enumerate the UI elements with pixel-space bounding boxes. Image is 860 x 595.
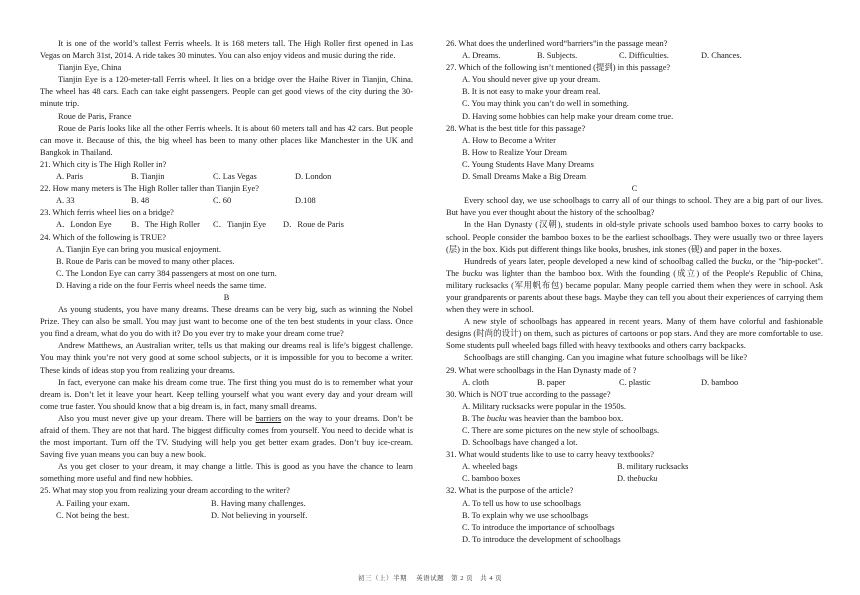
question-25: 25. What may stop you from realizing your dream according to the writer? bbox=[40, 486, 290, 496]
option: A. You should never give up your dream. bbox=[462, 75, 601, 85]
right-column bbox=[446, 38, 823, 546]
option: C. You may think you can’t do well in something. bbox=[462, 99, 629, 109]
italic-word: bucku bbox=[731, 256, 752, 266]
option: B. Subjects. bbox=[537, 51, 578, 61]
text: Hundreds of years later, people developed a new kind of schoolbag called the bbox=[464, 256, 732, 266]
question-31: 31. What would students like to use to carry heavy textbooks? bbox=[446, 450, 655, 460]
italic-word: bucku bbox=[486, 413, 507, 423]
text: on the way to your dreams. Don’t be afraid of them. They are not that hard. The biggest difficulty comes from yourself. You need to decide what is the most important. Turn off the TV. Studying will help you get better exam grades. Don’t buy ice-cream. Saving five yuan means you can buy a new book. bbox=[40, 413, 413, 460]
options-31b bbox=[446, 473, 823, 485]
question-32: 32. What is the purpose of the article? bbox=[446, 486, 574, 496]
option: D. Having some hobbies can help make your dream come true. bbox=[462, 111, 674, 121]
option: B. Having many challenges. bbox=[211, 498, 306, 508]
options-22 bbox=[40, 195, 413, 207]
option: C. Not being the best. bbox=[56, 510, 130, 520]
option: D. Not believing in yourself. bbox=[211, 510, 308, 520]
option: D. bamboo bbox=[701, 377, 739, 387]
option: A. Failing your exam. bbox=[56, 498, 130, 508]
option: C. bamboo boxes bbox=[462, 474, 521, 484]
paragraph: A new style of schoolbags has appeared in recent years. Many of them have colorful and fashionable designs (时尚的设计) on them, such as pictures of cartoons or pop stars. And they are more comfortable to use. Some students pull wheeled bags filled with heavy textbooks and others carry backpacks. bbox=[446, 317, 823, 351]
option: A. To tell us how to use schoolbags bbox=[462, 498, 581, 508]
italic-word: bucku bbox=[462, 268, 483, 278]
paragraph: Andrew Matthews, an Australian writer, tells us that making our dreams real is life’s biggest challenge. You may think you’re not very good at some school subjects, or it is impossible for you to become a writer. These kinds of ideas stop you from realizing your dreams. bbox=[40, 341, 413, 375]
question-22: 22. How many meters is The High Roller taller than Tianjin Eye? bbox=[40, 184, 259, 194]
option: D. London bbox=[295, 172, 332, 182]
left-column bbox=[40, 38, 413, 522]
option bbox=[446, 413, 823, 425]
option: B. paper bbox=[537, 377, 566, 387]
page-footer: 初三（上）半期 英语试题 第 2 页 共 4 页 bbox=[357, 575, 503, 582]
option: C. Las Vegas bbox=[213, 172, 257, 182]
options-29 bbox=[446, 377, 823, 389]
text: , or the "hip-pocket". The bbox=[446, 256, 823, 278]
option: C．Tianjin Eye bbox=[213, 220, 266, 230]
option: B. To explain why we use schoolbags bbox=[462, 510, 589, 520]
option: C. Young Students Have Many Dreams bbox=[462, 159, 594, 169]
option: D. Small Dreams Make a Big Dream bbox=[462, 172, 586, 182]
text: D. the bbox=[617, 474, 638, 484]
option: B. It is not easy to make your dream real. bbox=[462, 87, 601, 97]
option: A. Tianjin Eye can bring you musical enjoyment. bbox=[56, 244, 221, 254]
paragraph: In the Han Dynasty (汉朝), students in old-style private schools used bamboo boxes to carry books to school. People consider the bamboo boxes to be the earliest schoolbags. They were usually two or three layers (层) in the box. Kids put different things like books, brushes, ink stones (砚) and paper in the boxes. bbox=[446, 220, 823, 254]
option: A. Dreams. bbox=[462, 51, 501, 61]
options-26 bbox=[446, 50, 823, 62]
options-31a bbox=[446, 461, 823, 473]
paragraph: Schoolbags are still changing. Can you imagine what future schoolbags will be like? bbox=[464, 353, 748, 363]
paragraph: As you get closer to your dream, it may change a little. This is good as you have the chance to learn something more useful and find new hobbies. bbox=[40, 462, 413, 484]
section-letter: C bbox=[631, 184, 638, 194]
paragraph: Every school day, we use schoolbags to carry all of our things to school. They are a big part of our lives. But have you ever thought about the history of the schoolbag? bbox=[446, 196, 823, 218]
option: A. wheeled bags bbox=[462, 462, 518, 472]
option: B. How to Realize Your Dream bbox=[462, 147, 567, 157]
text: B. The bbox=[462, 413, 487, 423]
question-21: 21. Which city is The High Roller in? bbox=[40, 159, 167, 169]
option: A. 33 bbox=[56, 196, 75, 206]
paragraph: It is one of the world’s tallest Ferris wheels. It is 168 meters tall. The High Roller first opened in Las Vegas on March 31st, 2014. A ride takes 30 minutes. You can also enjoy videos and music during the ride. bbox=[40, 39, 413, 61]
paragraph: Roue de Paris looks like all the other Ferris wheels. It is about 60 meters tall and has 42 cars. But people can move it. Because of this, the big wheel has been to many other places like Manchester in the UK and Bangkok in Thailand. bbox=[40, 123, 413, 157]
question-28: 28. What is the best title for this passage? bbox=[446, 123, 586, 133]
section-letter: B bbox=[223, 292, 230, 302]
options-25b bbox=[40, 510, 413, 522]
section-heading: Tianjin Eye, China bbox=[58, 63, 122, 73]
question-23: 23. Which ferris wheel lies on a bridge? bbox=[40, 208, 174, 218]
option: A. How to Become a Writer bbox=[462, 135, 556, 145]
option: D. To introduce the development of schoolbags bbox=[462, 534, 621, 544]
option: D. Having a ride on the four Ferris wheel needs the same time. bbox=[56, 280, 267, 290]
option: C. There are some pictures on the new style of schoolbags. bbox=[462, 426, 660, 435]
option: D．Roue de Paris bbox=[283, 220, 344, 230]
question-29: 29. What were schoolbags in the Han Dynasty made of ? bbox=[446, 365, 637, 375]
option: D. Schoolbags have changed a lot. bbox=[462, 438, 578, 448]
question-30: 30. Which is NOT true according to the passage? bbox=[446, 389, 611, 399]
option: B. Roue de Paris can be moved to many other places. bbox=[56, 256, 235, 266]
underlined-word: barriers bbox=[255, 413, 282, 423]
option: B. military rucksacks bbox=[617, 462, 689, 472]
question-24: 24. Which of the following is TRUE? bbox=[40, 232, 166, 242]
option: C. Difficulties. bbox=[619, 51, 669, 61]
question-27: 27. Which of the following isn’t mentioned (提到) in this passage? bbox=[446, 63, 671, 73]
paragraph bbox=[40, 413, 413, 461]
text: was lighter than the bamboo box. With the founding (成立) of the People's Republic of China, military rucksacks (军用帆布包) became popular. Many people carried them when they were in school. Ask your grandparents or parents about these bags. Maybe they can tell you about their experiences of carrying them when they were in school. bbox=[446, 268, 823, 315]
paragraph: Tianjin Eye is a 120-meter-tall Ferris wheel. It lies on a bridge over the Haihe River in Tianjin, China. The wheel has 48 cars. Each can take eight passengers. People can get good views of the city during the 30-minute trip. bbox=[40, 75, 413, 109]
paragraph: As young students, you have many dreams. These dreams can be very big, such as winning the Nobel Prize. They can also be small. You may just want to become one of the ten best students in your class. Once you find a dream, what do you do with it? Do you ever try to make your dream come true? bbox=[40, 305, 413, 339]
options-23 bbox=[40, 219, 413, 231]
option: A. Military rucksacks were popular in the 1950s. bbox=[462, 401, 626, 411]
option: D.108 bbox=[295, 196, 316, 206]
options-25a bbox=[40, 498, 413, 510]
paragraph: In fact, everyone can make his dream come true. The first thing you must do is to remember what your dream is. Don’t let it leave your heart. Keep telling yourself what you want every day and your dream will come true faster. You should know that a big dream is, in fact, many small dreams. bbox=[40, 377, 413, 411]
option: B. 48 bbox=[131, 196, 150, 206]
option: C. To introduce the importance of schoolbags bbox=[462, 522, 615, 532]
option: B．The High Roller bbox=[131, 220, 200, 230]
option: A. cloth bbox=[462, 377, 489, 387]
option: C. plastic bbox=[619, 377, 651, 387]
options-21 bbox=[40, 171, 413, 183]
italic-word: bucku bbox=[637, 474, 658, 484]
section-heading: Roue de Paris, France bbox=[58, 111, 132, 121]
question-26: 26. What does the underlined word“barriers”in the passage mean? bbox=[446, 39, 668, 48]
text: was heavier than the bamboo box. bbox=[506, 413, 624, 423]
text: Also you must never give up your dream. There will be bbox=[58, 413, 256, 423]
paragraph bbox=[446, 256, 823, 316]
option bbox=[617, 473, 657, 485]
option: D. Chances. bbox=[701, 51, 742, 61]
option: A. Paris bbox=[56, 172, 83, 182]
option: B. Tianjin bbox=[131, 172, 165, 182]
option: C. 60 bbox=[213, 196, 232, 206]
option: A．London Eye bbox=[56, 220, 112, 230]
option: C. The London Eye can carry 384 passengers at most on one turn. bbox=[56, 268, 277, 278]
